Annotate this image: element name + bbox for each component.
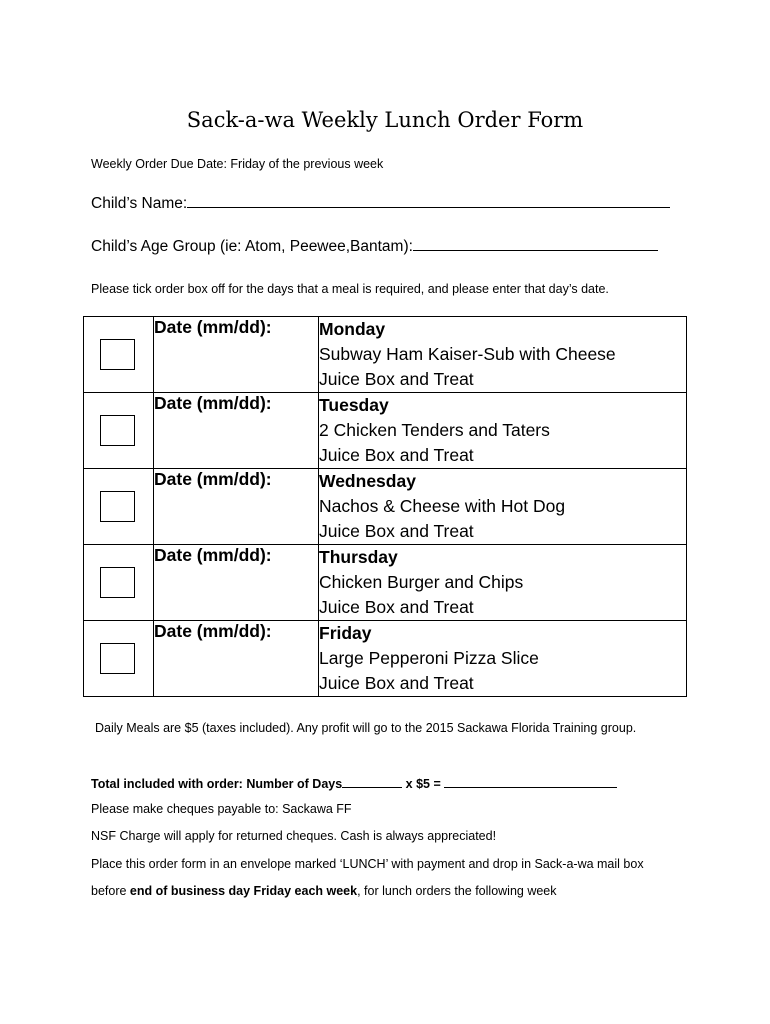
date-label[interactable]: Date (mm/dd): bbox=[154, 317, 319, 393]
table-row bbox=[84, 393, 687, 469]
childs-name-row bbox=[91, 193, 670, 213]
age-group-row bbox=[91, 236, 658, 256]
day-name: Monday bbox=[319, 319, 386, 339]
day-name: Thursday bbox=[319, 547, 398, 567]
age-group-label: Child’s Age Group (ie: Atom, Peewee,Bantam): bbox=[91, 238, 413, 255]
meal-extra: Juice Box and Treat bbox=[319, 597, 474, 617]
order-checkbox-friday[interactable] bbox=[100, 643, 135, 674]
meal-description: Chicken Burger and Chips bbox=[319, 572, 524, 592]
day-name: Friday bbox=[319, 623, 372, 643]
meal-extra: Juice Box and Treat bbox=[319, 369, 474, 389]
day-name: Tuesday bbox=[319, 395, 389, 415]
cheques-payable-note: Please make cheques payable to: Sackawa FF bbox=[91, 802, 352, 816]
date-label[interactable]: Date (mm/dd): bbox=[154, 393, 319, 469]
form-title: Sack-a-wa Weekly Lunch Order Form bbox=[186, 108, 584, 132]
lunch-order-table bbox=[83, 316, 687, 697]
daily-meals-note: Daily Meals are $5 (taxes included). Any profit will go to the 2015 Sackawa Florida Training group. bbox=[95, 721, 637, 735]
date-label[interactable]: Date (mm/dd): bbox=[154, 545, 319, 621]
meal-description: Nachos & Cheese with Hot Dog bbox=[319, 496, 566, 516]
order-checkbox-tuesday[interactable] bbox=[100, 415, 135, 446]
due-date-line: Weekly Order Due Date: Friday of the previous week bbox=[91, 157, 384, 171]
deadline-bold: end of business day Friday each week bbox=[129, 884, 358, 898]
meal-extra: Juice Box and Treat bbox=[319, 673, 474, 693]
table-row bbox=[84, 545, 687, 621]
day-name: Wednesday bbox=[319, 471, 416, 491]
childs-name-field[interactable] bbox=[187, 193, 670, 208]
total-row bbox=[91, 775, 617, 791]
order-checkbox-wednesday[interactable] bbox=[100, 491, 135, 522]
meal-description: 2 Chicken Tenders and Taters bbox=[319, 420, 550, 440]
meal-description: Large Pepperoni Pizza Slice bbox=[319, 648, 539, 668]
order-checkbox-thursday[interactable] bbox=[100, 567, 135, 598]
deadline-after: , for lunch orders the following week bbox=[357, 884, 557, 898]
table-row bbox=[84, 469, 687, 545]
meal-extra: Juice Box and Treat bbox=[319, 521, 474, 541]
meal-description: Subway Ham Kaiser-Sub with Cheese bbox=[319, 344, 616, 364]
meal-extra: Juice Box and Treat bbox=[319, 445, 474, 465]
age-group-field[interactable] bbox=[413, 236, 658, 251]
total-label: Total included with order: Number of Days bbox=[91, 777, 343, 791]
table-row bbox=[84, 317, 687, 393]
childs-name-label: Child’s Name: bbox=[91, 195, 188, 212]
envelope-note: Place this order form in an envelope marked ‘LUNCH’ with payment and drop in Sack-a-wa mail box bbox=[91, 857, 644, 871]
number-of-days-field[interactable] bbox=[342, 775, 402, 788]
date-label[interactable]: Date (mm/dd): bbox=[154, 621, 319, 697]
deadline-before: before bbox=[91, 884, 130, 898]
total-multiplier: x $5 = bbox=[402, 777, 445, 791]
total-amount-field[interactable] bbox=[444, 775, 617, 788]
deadline-note bbox=[91, 884, 557, 898]
order-checkbox-monday[interactable] bbox=[100, 339, 135, 370]
table-row bbox=[84, 621, 687, 697]
nsf-note: NSF Charge will apply for returned cheques. Cash is always appreciated! bbox=[91, 829, 497, 843]
instructions: Please tick order box off for the days that a meal is required, and please enter that day’s date. bbox=[91, 282, 609, 296]
date-label[interactable]: Date (mm/dd): bbox=[154, 469, 319, 545]
